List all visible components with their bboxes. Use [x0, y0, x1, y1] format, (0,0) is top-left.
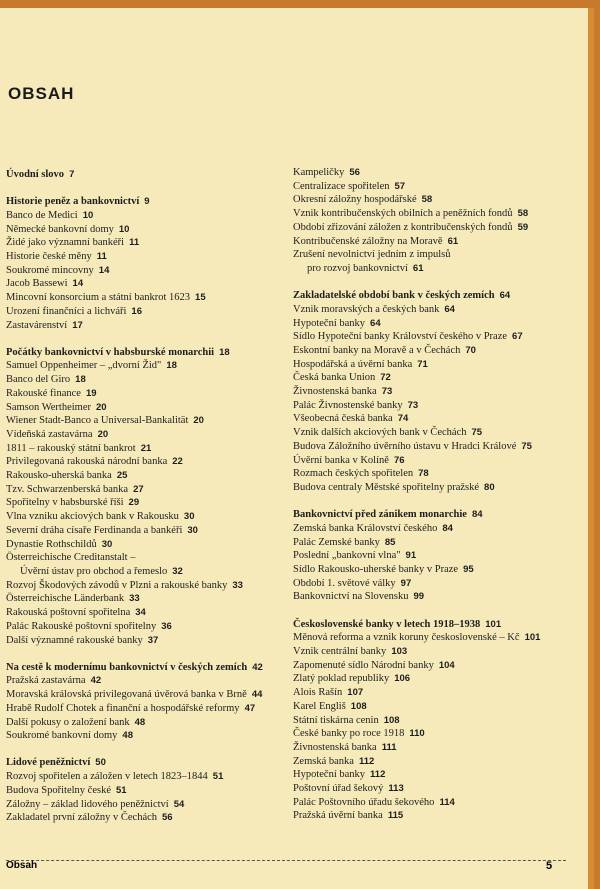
toc-entry — [293, 440, 578, 454]
toc-entry-title: Dynastie Rothschildů — [6, 538, 97, 550]
toc-entry-title: Měnová reforma a vznik koruny československé – Kč — [293, 632, 520, 644]
toc-entry — [6, 277, 291, 291]
toc-entry-page: 73 — [381, 386, 393, 398]
toc-entry — [293, 303, 578, 317]
toc-entry-page: 27 — [133, 483, 144, 495]
toc-entry-page: 84 — [471, 509, 483, 521]
toc-entry-title: Kontribučenské záložny na Moravě — [293, 235, 443, 247]
toc-entry-page: 101 — [524, 632, 541, 644]
toc-entry-page: 54 — [173, 798, 185, 810]
toc-entry — [293, 358, 578, 372]
toc-entry-page: 30 — [183, 511, 195, 523]
toc-entry — [6, 592, 291, 606]
toc-entry-page: 76 — [393, 454, 405, 466]
toc-entry-title: Rakousko-uherská banka — [6, 470, 112, 482]
toc-entry — [293, 207, 578, 221]
toc-entry — [6, 538, 291, 552]
toc-entry-page: 103 — [391, 646, 408, 657]
toc-entry-title: 1811 – rakouský státní bankrot — [6, 442, 136, 454]
toc-entry-title: Budova Spořitelny české — [6, 784, 111, 796]
toc-entry — [6, 387, 291, 401]
toc-entry-title: Záložny – základ lidového peněžnictví — [6, 798, 169, 810]
toc-entry-page: 110 — [409, 728, 425, 740]
toc-entry-page: 61 — [412, 262, 424, 274]
toc-entry — [6, 784, 291, 798]
toc-entry-title: Privilegovaná rakouská národní banka — [6, 456, 168, 468]
toc-entry — [6, 250, 291, 264]
toc-entry-title: Československé banky v letech 1918–1938 — [293, 618, 481, 630]
toc-entry — [6, 634, 291, 648]
toc-entry-page: 21 — [140, 442, 152, 454]
toc-entry — [6, 319, 291, 333]
toc-entry-title: pro rozvoj bankovnictví — [307, 262, 408, 274]
toc-entry-title: Historie české měny — [6, 251, 92, 263]
toc-entry-title: Hypoteční banky — [293, 769, 366, 781]
toc-entry-title: Sídlo Hypoteční banky Království českého v Praze — [293, 331, 508, 343]
toc-entry — [293, 262, 578, 276]
toc-entry-title: Další pokusy o založení bank — [6, 716, 130, 728]
toc-entry-page: 17 — [72, 319, 83, 331]
toc-entry-title: Hrabě Rudolf Chotek a finanční a hospodářské reformy — [6, 702, 240, 714]
footer-divider — [6, 860, 566, 861]
toc-entry-title: Německé bankovní domy — [6, 223, 114, 235]
toc-entry — [293, 590, 578, 604]
toc-entry-page: 25 — [116, 470, 128, 482]
toc-entry-page: 111 — [381, 741, 397, 753]
toc-entry — [6, 716, 291, 730]
toc-entry-title: Počátky bankovnictví v habsburské monarchii — [6, 346, 215, 358]
toc-entry-page: 97 — [400, 577, 412, 589]
toc-entry — [293, 481, 578, 495]
toc-entry — [6, 565, 291, 579]
toc-entry-title: Lidové peněžnictví — [6, 757, 91, 769]
toc-section-heading — [6, 168, 291, 182]
toc-entry-title: Vídeňská zastavárna — [6, 428, 93, 440]
toc-entry-title: Rakouská poštovní spořitelna — [6, 607, 131, 619]
toc-entry — [6, 688, 291, 702]
toc-entry-title: Jacob Bassewi — [6, 278, 68, 290]
toc-entry — [293, 371, 578, 385]
toc-entry-page: 56 — [349, 167, 360, 178]
toc-entry — [293, 659, 578, 673]
toc-entry-title: Tzv. Schwarzenberská banka — [6, 483, 129, 495]
toc-entry-title: Živnostenská banka — [293, 386, 377, 398]
toc-entry — [293, 454, 578, 468]
toc-entry-page: 84 — [442, 522, 453, 534]
toc-entry — [6, 729, 291, 743]
toc-entry-title: Zemská banka Království českého — [293, 522, 438, 534]
toc-entry-page: 61 — [447, 235, 459, 247]
toc-entry-title: Hypoteční banky — [293, 317, 366, 329]
toc-entry — [6, 401, 291, 415]
toc-entry-title: Bankovnictví před zánikem monarchie — [293, 509, 467, 521]
toc-entry-page: 72 — [380, 372, 391, 384]
toc-entry-title: Zlatý poklad republiky — [293, 673, 390, 685]
toc-entry — [293, 248, 578, 262]
toc-entry-page: 64 — [370, 317, 381, 329]
toc-entry-page: 15 — [195, 292, 206, 304]
toc-entry-title: Österreichische Länderbank — [6, 593, 125, 605]
toc-entry-title: Státní tiskárna cenin — [293, 714, 379, 726]
toc-entry — [6, 291, 291, 305]
toc-entry — [6, 606, 291, 620]
toc-entry-title: Pražská zastavárna — [6, 675, 86, 687]
toc-entry-title: Okresní záložny hospodářské — [293, 194, 417, 206]
toc-entry-page: 20 — [95, 401, 107, 413]
toc-entry-page: 64 — [444, 303, 455, 315]
toc-section-heading — [293, 508, 578, 522]
toc-entry-title: Zakladatel první záložny v Čechách — [6, 812, 158, 824]
toc-entry-title: Kampeličky — [293, 167, 345, 178]
toc-entry-page: 108 — [350, 700, 367, 712]
toc-entry — [6, 442, 291, 456]
toc-entry-page: 64 — [499, 290, 511, 302]
toc-entry-title: Soukromé bankovní domy — [6, 730, 118, 742]
toc-entry-page: 16 — [131, 305, 142, 317]
toc-entry-page: 47 — [244, 702, 256, 714]
toc-entry — [6, 798, 291, 812]
toc-entry-page: 44 — [251, 689, 263, 701]
toc-entry-page: 51 — [115, 784, 127, 796]
toc-entry-title: Zakladatelské období bank v českých zemích — [293, 290, 495, 302]
toc-entry — [293, 549, 578, 563]
toc-entry-page: 75 — [521, 440, 532, 452]
toc-entry — [6, 770, 291, 784]
toc-entry — [293, 796, 578, 810]
footer-page-number: 5 — [546, 860, 553, 872]
toc-entry-page: 58 — [421, 194, 433, 206]
toc-entry-page: 58 — [517, 208, 529, 220]
toc-entry-title: Další významné rakouské banky — [6, 634, 143, 646]
toc-entry-title: Zrušení nevolnictví jedním z impulsů — [293, 249, 451, 261]
toc-entry-page: 101 — [485, 618, 502, 630]
toc-entry-title: Úvěrní ústav pro obchod a řemeslo — [20, 565, 168, 577]
toc-entry — [293, 330, 578, 344]
toc-entry-title: Soukromé mincovny — [6, 264, 94, 276]
toc-entry-page: 113 — [388, 783, 404, 795]
toc-entry-title: Moravská královská privilegovaná úvěrová banka v Brně — [6, 689, 247, 701]
toc-entry — [6, 674, 291, 688]
toc-entry-title: Hospodářská a úvěrní banka — [293, 358, 413, 370]
toc-entry-page: 80 — [484, 481, 495, 493]
toc-entry-title: Spořitelny v habsburské říši — [6, 497, 124, 509]
toc-entry — [293, 700, 578, 714]
toc-entry-title: Rozvoj spořitelen a záložen v letech 1823–1844 — [6, 771, 208, 783]
toc-entry — [6, 305, 291, 319]
toc-entry-title: Sídlo Rakousko-uherské banky v Praze — [293, 563, 459, 575]
toc-page — [0, 8, 594, 889]
toc-entry — [293, 412, 578, 426]
toc-right-column — [293, 166, 578, 823]
toc-section-heading — [293, 618, 578, 632]
toc-entry-page: 115 — [387, 810, 404, 822]
toc-entry — [6, 209, 291, 223]
toc-entry-title: Rakouské finance — [6, 387, 81, 399]
toc-entry-title: Karel Engliš — [293, 700, 346, 712]
toc-entry-title: Historie peněz a bankovnictví — [6, 196, 140, 208]
toc-entry-page: 56 — [162, 812, 173, 824]
toc-entry — [293, 536, 578, 550]
toc-entry-title: Zastavárenství — [6, 319, 68, 331]
toc-entry-page: 14 — [98, 264, 110, 276]
toc-entry — [6, 811, 291, 825]
toc-entry-title: Severní dráha císaře Ferdinanda a bankéři — [6, 524, 183, 536]
toc-entry — [293, 782, 578, 796]
toc-entry — [293, 235, 578, 249]
toc-entry-title: Poštovní úřad šekový — [293, 783, 384, 795]
toc-entry-page: 36 — [161, 620, 172, 632]
toc-entry-page: 78 — [418, 468, 429, 480]
toc-entry-page: 18 — [219, 346, 230, 358]
toc-entry — [6, 373, 291, 387]
toc-entry-page: 14 — [72, 278, 84, 290]
toc-entry — [6, 469, 291, 483]
toc-entry-title: Palác Zemské banky — [293, 536, 380, 548]
toc-entry — [293, 755, 578, 769]
page-title: OBSAH — [8, 84, 75, 103]
toc-entry-title: Úvěrní banka v Kolíně — [293, 454, 389, 466]
toc-entry — [6, 551, 291, 565]
toc-entry-page: 50 — [95, 757, 106, 769]
toc-entry-page: 10 — [82, 209, 94, 221]
toc-entry — [6, 236, 291, 250]
toc-entry-page: 112 — [370, 769, 386, 781]
toc-entry-title: Židé jako významní bankéři — [6, 237, 125, 249]
toc-section-heading — [6, 756, 291, 770]
toc-entry-title: Palác Poštovního úřadu šekového — [293, 796, 435, 808]
toc-entry — [293, 809, 578, 823]
toc-entry-page: 70 — [465, 344, 476, 356]
toc-entry-title: Budova centraly Městské spořitelny pražské — [293, 481, 480, 493]
toc-entry-page: 7 — [69, 169, 75, 180]
toc-entry — [293, 714, 578, 728]
toc-entry-page: 19 — [85, 387, 97, 399]
toc-entry — [6, 579, 291, 593]
toc-entry-page: 42 — [90, 675, 102, 687]
toc-entry-title: Rozmach českých spořitelen — [293, 468, 414, 480]
toc-entry-page: 42 — [252, 661, 263, 673]
toc-entry-page: 48 — [122, 730, 133, 742]
toc-entry-page: 20 — [97, 428, 109, 440]
toc-entry-title: Pražská úvěrní banka — [293, 810, 383, 822]
toc-entry-page: 75 — [471, 427, 483, 439]
toc-entry-page: 37 — [147, 634, 159, 646]
toc-entry-page: 91 — [405, 550, 417, 562]
toc-entry-page: 30 — [101, 538, 113, 550]
toc-entry-page: 33 — [129, 593, 140, 605]
toc-entry — [293, 180, 578, 194]
toc-entry-title: Období 1. světové války — [293, 577, 396, 589]
toc-entry-title: Banco de Medici — [6, 209, 78, 221]
toc-entry-title: Vznik dalších akciových bank v Čechách — [293, 427, 467, 439]
toc-entry — [293, 344, 578, 358]
toc-entry-page: 9 — [144, 196, 150, 208]
toc-entry — [293, 426, 578, 440]
toc-section-heading — [6, 661, 291, 675]
toc-entry-page: 106 — [394, 673, 411, 685]
toc-entry — [6, 483, 291, 497]
toc-entry-title: Živnostenská banka — [293, 741, 377, 753]
toc-entry-page: 32 — [172, 565, 183, 577]
toc-entry-title: Budova Záložního úvěrního ústavu v Hradci Králové — [293, 440, 517, 452]
toc-entry — [6, 414, 291, 428]
toc-entry-title: Centralizace spořitelen — [293, 180, 390, 192]
toc-entry-page: 29 — [128, 497, 140, 509]
toc-entry-page: 22 — [172, 456, 183, 468]
toc-entry-title: Na cestě k modernímu bankovnictví v českých zemích — [6, 661, 248, 673]
toc-section-heading — [6, 195, 291, 209]
toc-entry-page: 67 — [512, 331, 523, 343]
toc-entry — [293, 768, 578, 782]
toc-entry-page: 34 — [135, 607, 146, 619]
toc-entry-title: Österreichische Creditanstalt – — [6, 552, 136, 564]
toc-entry-title: Palác Rakouské poštovní spořitelny — [6, 620, 157, 632]
toc-entry-page: 30 — [187, 524, 198, 536]
toc-entry-title: Vlna vzniku akciových bank v Rakousku — [6, 511, 179, 523]
toc-left-column — [6, 168, 291, 825]
toc-entry — [293, 672, 578, 686]
toc-entry-page: 10 — [118, 223, 130, 235]
toc-entry-title: Samson Wertheimer — [6, 401, 91, 413]
toc-entry — [293, 686, 578, 700]
toc-entry — [6, 359, 291, 373]
toc-entry — [293, 193, 578, 207]
toc-entry-title: Eskontní banky na Moravě a v Čechách — [293, 344, 461, 356]
toc-entry-page: 73 — [407, 399, 419, 411]
toc-section-heading — [6, 346, 291, 360]
toc-entry-page: 99 — [413, 591, 425, 603]
toc-entry-page: 11 — [129, 237, 140, 249]
toc-entry-title: Všeobecná česká banka — [293, 413, 393, 425]
toc-entry-title: Poslední „bankovní vlna" — [293, 550, 401, 562]
toc-entry — [293, 317, 578, 331]
toc-entry-title: Česká banka Union — [293, 372, 376, 384]
toc-entry-title: Wiener Stadt-Banco a Universal-Bankalität — [6, 415, 189, 427]
toc-entry-page: 33 — [232, 579, 243, 591]
toc-entry — [6, 223, 291, 237]
toc-entry-title: Vznik moravských a českých bank — [293, 303, 440, 315]
toc-entry — [6, 496, 291, 510]
toc-entry-title: Samuel Oppenheimer – „dvorní Žid" — [6, 360, 162, 372]
toc-entry-title: Palác Živnostenské banky — [293, 399, 403, 411]
toc-entry-title: Banco del Giro — [6, 374, 71, 386]
toc-entry-title: Mincovní konsorcium a státní bankrot 1623 — [6, 292, 191, 304]
toc-entry — [293, 577, 578, 591]
toc-entry — [6, 264, 291, 278]
toc-entry-title: Zemská banka — [293, 755, 354, 767]
toc-entry — [293, 467, 578, 481]
toc-entry-title: České banky po roce 1918 — [293, 728, 405, 740]
toc-entry-page: 51 — [212, 771, 224, 783]
toc-entry — [293, 727, 578, 741]
toc-entry — [6, 702, 291, 716]
toc-entry-page: 74 — [397, 413, 409, 425]
toc-entry-title: Úvodní slovo — [6, 169, 65, 180]
toc-entry — [293, 166, 578, 180]
toc-entry — [293, 563, 578, 577]
toc-entry-page: 18 — [166, 360, 177, 372]
toc-entry-page: 85 — [384, 536, 396, 548]
toc-entry-page: 71 — [417, 358, 428, 370]
toc-entry-page: 20 — [193, 415, 204, 427]
toc-entry-title: Alois Rašín — [293, 687, 343, 699]
toc-entry — [293, 399, 578, 413]
toc-entry-page: 59 — [517, 221, 529, 233]
toc-entry-title: Urození finančníci a lichváři — [6, 305, 127, 317]
toc-entry-page: 108 — [383, 714, 400, 726]
toc-entry — [6, 620, 291, 634]
toc-entry-title: Rozvoj Škodových závodů v Plzni a rakouské banky — [6, 579, 228, 591]
toc-section-heading — [293, 289, 578, 303]
toc-entry-title: Zapomenuté sídlo Národní banky — [293, 659, 434, 671]
toc-entry-title: Vznik centrální banky — [293, 646, 387, 657]
toc-entry-page: 95 — [463, 563, 474, 575]
toc-entry — [293, 221, 578, 235]
toc-entry-page: 57 — [394, 180, 406, 192]
footer-label: Obsah — [6, 860, 38, 871]
toc-entry — [293, 385, 578, 399]
toc-entry — [6, 428, 291, 442]
toc-entry-title: Bankovnictví na Slovensku — [293, 591, 409, 603]
toc-entry-page: 18 — [75, 374, 86, 386]
toc-entry — [293, 631, 578, 645]
toc-entry-page: 48 — [134, 716, 146, 728]
toc-entry — [6, 510, 291, 524]
toc-entry-page: 104 — [438, 659, 455, 671]
toc-entry-title: Vznik kontribučenských obilních a peněžních fondů — [293, 208, 513, 220]
toc-entry-page: 112 — [358, 755, 375, 767]
toc-entry — [6, 524, 291, 538]
toc-entry-page: 114 — [439, 796, 455, 808]
toc-entry-title: Období zřizování záložen z kontribučenských fondů — [293, 221, 513, 233]
toc-entry — [6, 455, 291, 469]
toc-entry-page: 11 — [96, 251, 107, 263]
toc-entry — [293, 645, 578, 659]
toc-entry-page: 107 — [347, 687, 364, 699]
toc-entry — [293, 741, 578, 755]
toc-entry — [293, 522, 578, 536]
